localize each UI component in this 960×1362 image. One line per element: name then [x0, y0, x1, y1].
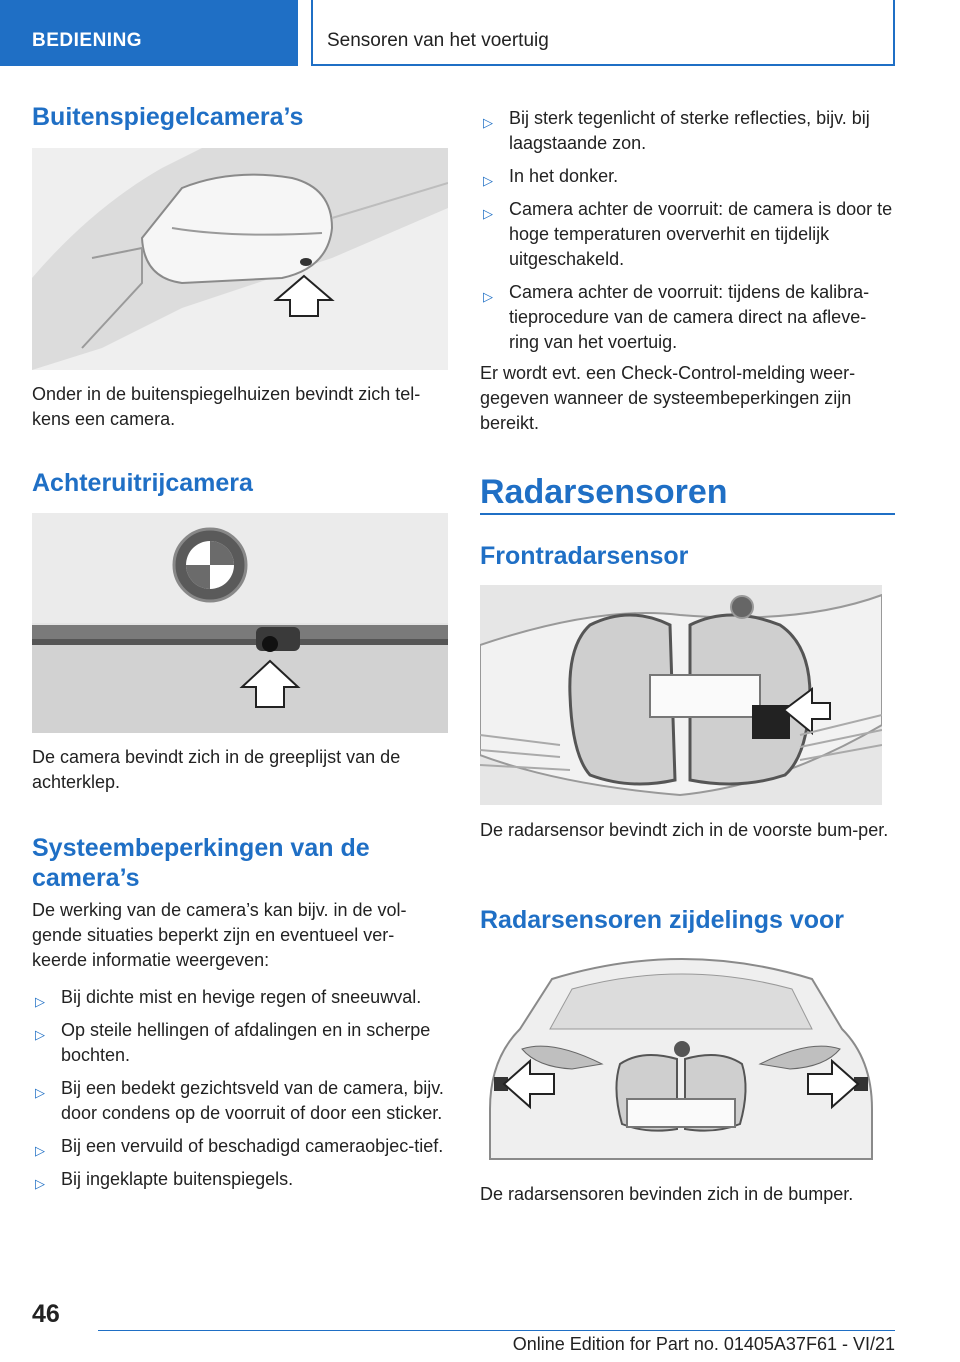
system-limits-list-right	[480, 106, 895, 363]
system-limits-heading: Systeembeperkingen van de camera’s	[32, 834, 370, 892]
rear-camera-figure	[32, 513, 448, 733]
side-radar-figure	[482, 949, 880, 1169]
front-radar-figure	[480, 585, 882, 805]
front-radar-heading: Frontradarsensor	[480, 542, 689, 570]
list-item: ▷ Camera achter de voorruit: tijdens de kalibra-tieprocedure van de camera direct na afleve-ring van het voertuig.	[483, 282, 870, 352]
rear-camera-heading: Achteruitrijcamera	[32, 469, 253, 497]
rear-camera-text: De camera bevindt zich in de greeplijst van de achterklep.	[32, 747, 401, 792]
mirror-camera-figure	[32, 148, 448, 370]
list-item: ▷ Bij een bedekt gezichtsveld van de camera, bijv. door condens op de voorruit of door een sticker.	[35, 1078, 444, 1123]
list-item: ▷ Camera achter de voorruit: de camera is door te hoge temperaturen oververhit en tijdelijk uitgeschakeld.	[483, 199, 893, 269]
side-radar-text: De radarsensoren bevinden zich in de bumper.	[480, 1184, 854, 1204]
list-item: ▷ In het donker.	[480, 164, 895, 189]
chapter-title: Sensoren van het voertuig	[327, 30, 549, 51]
list-item: ▷ Op steile hellingen of afdalingen en in scherpe bochten.	[35, 1020, 431, 1065]
bullet-triangle-icon: ▷	[35, 1085, 45, 1100]
chapter-title-box	[311, 0, 895, 66]
system-limits-outro: Er wordt evt. een Check-Control-melding weer-gegeven wanneer de systeembeperkingen zijn bereikt.	[480, 363, 856, 433]
edition-note: Online Edition for Part no. 01405A37F61 - VI/21	[512, 1334, 895, 1354]
mirror-camera-text: Onder in de buitenspiegelhuizen bevindt zich tel-kens een camera.	[32, 384, 421, 429]
system-limits-intro: De werking van de camera’s kan bijv. in de vol-gende situaties beperkt zijn en eventueel ver-keerde informatie weergeven:	[32, 900, 407, 970]
page-number: 46	[32, 1300, 60, 1328]
bullet-triangle-icon: ▷	[35, 994, 45, 1009]
page-header	[0, 0, 960, 66]
system-limits-list-left	[32, 985, 448, 1200]
section-tab	[0, 0, 298, 66]
list-item: ▷ Bij ingeklapte buitenspiegels.	[32, 1167, 448, 1192]
list-item: ▷ Bij een vervuild of beschadigd cameraobjec-tief.	[32, 1134, 448, 1159]
bullet-triangle-icon: ▷	[35, 1176, 45, 1191]
chapter-divider	[480, 513, 895, 515]
radar-chapter-heading: Radarsensoren	[480, 473, 728, 511]
side-radar-heading: Radarsensoren zijdelings voor	[480, 906, 844, 934]
bullet-triangle-icon: ▷	[35, 1143, 45, 1158]
front-radar-text: De radarsensor bevindt zich in de voorste bum-per.	[480, 820, 889, 840]
bullet-triangle-icon: ▷	[483, 115, 493, 130]
bullet-triangle-icon: ▷	[483, 173, 493, 188]
list-item: ▷ Bij sterk tegenlicht of sterke reflecties, bijv. bij laagstaande zon.	[483, 108, 870, 153]
bullet-triangle-icon: ▷	[483, 289, 493, 304]
bullet-triangle-icon: ▷	[35, 1027, 45, 1042]
footer-divider	[98, 1330, 895, 1331]
list-item: ▷ Bij dichte mist en hevige regen of sneeuwval.	[32, 985, 448, 1010]
mirror-camera-heading: Buitenspiegelcamera’s	[32, 103, 304, 131]
section-label: BEDIENING	[32, 30, 143, 51]
bullet-triangle-icon: ▷	[483, 206, 493, 221]
